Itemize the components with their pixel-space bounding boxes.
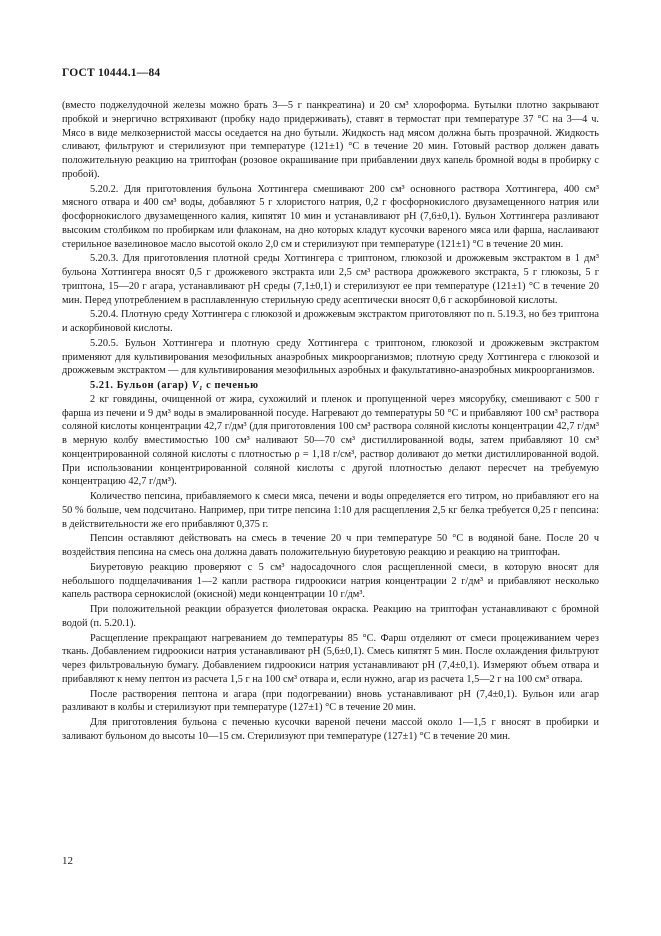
section-title-variable xyxy=(192,380,203,391)
paragraph: Расщепление прекращают нагреванием до температуры 85 °С. Фарш отделяют от смеси процеживанием через ткань. Добавлением гидроокиси натрия устанавливают рН (5,6±0,1). Смесь кипятят 5 мин. После охлаждения фильтруют через фильтровальную бумагу. Добавлением гидроокиси натрия устанавливают рН (7,4±0,1). Измеряют объем отвара и прибавляют к нему пептон из расчета 1,5 г на 100 см³ отвара и, если нужно, агар из расчета 1,5—2 г на 100 см³ отвара. xyxy=(62,632,599,685)
page-number: 12 xyxy=(62,855,73,867)
paragraph-5-20-3: 5.20.3. Для приготовления плотной среды Хоттингера с триптоном, глюкозой и дрожжевым экстрактом в 1 дм³ бульона Хоттингера вносят 0,5 г дрожжевого экстракта или 2,5 см³ раствора дрожжевого экстракта, 5 г глюкозы, 5 г триптона, 15—20 г агара, устанавливают рН среды (7,1±0,1) и стерилизуют ее при температуре (121±1) °С в течение 20 мин. Перед употреблением в расплавленную стерильную среду асептически вносят 0,6 г аскорбиновой кислоты. xyxy=(62,253,599,306)
document-body xyxy=(62,99,599,744)
section-title-part: с печенью xyxy=(206,380,259,391)
paragraph: Пепсин оставляют действовать на смесь в течение 20 ч при температуре 50 °С в водяной бане. После 20 ч воздействия пепсина на смесь она должна давать положительную биуретовую реакцию и реакцию на триптофан. xyxy=(62,533,599,558)
section-title-subscript: 1 xyxy=(199,385,203,392)
paragraph-5-20-4: 5.20.4. Плотную среду Хоттингера с глюкозой и дрожжевым экстрактом приготовляют по п. 5.19.3, но без триптона и аскорбиновой кислоты. xyxy=(62,309,599,334)
paragraph-5-20-5: 5.20.5. Бульон Хоттингера и плотную среду Хоттингера с триптоном, глюкозой и дрожжевым экстрактом применяют для культивирования мезофильных анаэробных микроорганизмов; плотную среду Хоттингера с глюкозой и дрожжевым экстрактом — для культивирования мезофильных аэробных и факультативно-анаэробных микроорганизмов. xyxy=(62,337,599,377)
section-title-v: V xyxy=(191,380,200,391)
document-code-header: ГОСТ 10444.1—84 xyxy=(62,67,161,79)
paragraph: Количество пепсина, прибавляемого к смеси мяса, печени и воды определяется его титром, но прибавляют его на 50 % больше, чем подсчитано. Например, при титре пепсина 1:10 для расщепления 2,5 кг белка требуется 0,25 г пепсина: в действительности же его прибавляют 0,375 г. xyxy=(62,491,599,530)
paragraph: При положительной реакции образуется фиолетовая окраска. Реакцию на триптофан устанавливают с бромной водой (п. 5.20.1). xyxy=(62,604,599,629)
section-number: 5.21. xyxy=(90,380,114,391)
section-heading-5-21 xyxy=(62,379,599,393)
section-title-part: Бульон (агар) xyxy=(116,380,189,391)
paragraph: (вместо поджелудочной железы можно брать 3—5 г панкреатина) и 20 см³ хлороформа. Бутылки плотно закрывают пробкой и энергично встряхивают (пробку надо придерживать), ставят в термостат при температуре 37 °С на 3—4 ч. Мясо в виде мелкозернистой массы оседается на дно бутыли. Жидкость над мясом должна быть прозрачной. Жидкость сливают, фильтруют и стерилизуют при температуре (121±1) °С в течение 20 мин. Готовый раствор должен давать положительную реакцию на триптофан (розовое окрашивание при прибавлении двух капель бромной воды в пробирку с пробой). xyxy=(62,100,599,180)
paragraph: 2 кг говядины, очищенной от жира, сухожилий и пленок и пропущенной через мясорубку, смешивают с 500 г фарша из печени и 9 дм³ воды в эмалированной посуде. Нагревают до температуры 50 °С и прибавляют 100 см³ раствора соляной кислоты концентрации 42,7 г/дм³ (для приготовления 100 см³ раствора соляной кислоты концентрации 42,7 г/дм³ в мерную колбу вместимостью 100 см³ наливают 50—70 см³ дистиллированной воды, затем прибавляют 10 см³ концентрированной соляной кислоты с плотностью ρ = 1,18 г/см³, раствор доливают до метки дистиллированной водой. При использовании концентрированной соляной кислоты с другой плотностью делают пересчет на требуемую концентрацию 42,7 г/дм³). xyxy=(62,393,599,488)
paragraph: После растворения пептона и агара (при подогревании) вновь устанавливают рН (7,4±0,1). Бульон или агар разливают в колбы и стерилизуют при температуре (127±1) °С в течение 20 мин. xyxy=(62,688,599,714)
paragraph-5-20-2: 5.20.2. Для приготовления бульона Хоттингера смешивают 200 см³ основного раствора Хоттингера, 400 см³ мясного отвара и 400 см³ воды, добавляют 5 г хлористого натрия, 0,2 г фосфорнокислого двузамещенного натрия или фосфорнокислого двузамещенного калия, кипятят 10 мин и устанавливают рН (7,6±0,1). Бульон Хоттингера разливают высоким столбиком по пробиркам или флаконам, на дно которых кладут кусочки вареного мяса или фарша, наслаивают стерильное вазелиновое масло высотой около 2,0 см и стерилизуют при температуре (121±1) °С в течение 20 мин. xyxy=(62,183,599,250)
paragraph: Биуретовую реакцию проверяют с 5 см³ надосадочного слоя расщепленной смеси, в которую вносят для небольшого подщелачивания 1—2 капли раствора гидроокиси натрия концентрации 2 г/дм³ и прибавляют несколько капель раствора сернокислой (окисной) меди концентрации 10 г/дм³. xyxy=(62,561,599,601)
paragraph: Для приготовления бульона с печенью кусочки вареной печени массой около 1—1,5 г вносят в пробирки и заливают бульоном до высоты 10—15 см. Стерилизуют при температуре (127±1) °С в течение 20 мин. xyxy=(62,717,599,742)
